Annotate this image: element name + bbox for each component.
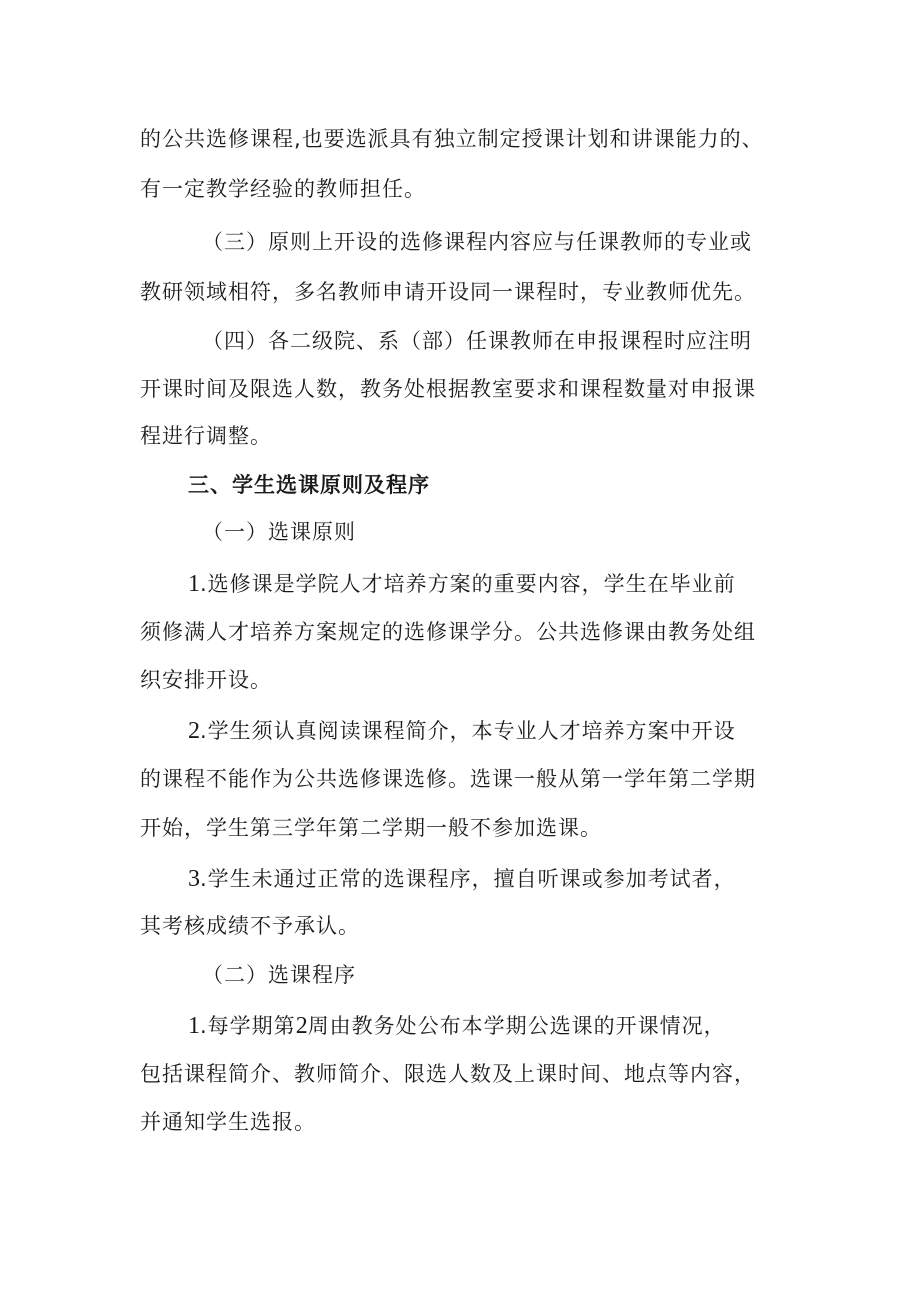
paragraph-line	[188, 716, 736, 746]
paragraph-line: 织安排开设。	[140, 668, 272, 692]
paragraph-line: 开始，学生第三学年第二学期一般不参加选课。	[140, 816, 602, 840]
item-number: 2	[188, 718, 200, 744]
paragraph-line	[188, 864, 736, 894]
paragraph-line: 程进行调整。	[140, 424, 272, 448]
subsection-heading: （二）选课程序	[202, 963, 356, 987]
item-number: 1	[188, 571, 200, 597]
section-heading: 三、学生选课原则及程序	[188, 473, 430, 497]
paragraph-line: （三）原则上开设的选修课程内容应与任课教师的专业或	[202, 230, 752, 254]
item-number: 3	[188, 866, 200, 892]
item-text: .选修课是学院人才培养方案的重要内容，学生在毕业前	[200, 572, 736, 596]
paragraph-line: 的公共选修课程,也要选派具有独立制定授课计划和讲课能力的、	[140, 127, 764, 151]
paragraph-line: 教研领域相符，多名教师申请开设同一课程时，专业教师优先。	[140, 280, 756, 304]
paragraph-line: 开课时间及限选人数，教务处根据教室要求和课程数量对申报课	[140, 377, 756, 401]
paragraph-line: 的课程不能作为公共选修课选修。选课一般从第一学年第二学期	[140, 767, 756, 791]
paragraph-line: 其考核成绩不予承认。	[140, 914, 360, 938]
item-text: .学生未通过正常的选课程序，擅自听课或参加考试者，	[200, 867, 736, 891]
item-text: 周由教务处公布本学期公选课的开课情况，	[307, 1014, 726, 1038]
week-number: 2	[295, 1013, 308, 1039]
paragraph-line: 并通知学生选报。	[140, 1110, 316, 1134]
subsection-heading: （一）选课原则	[202, 520, 356, 544]
paragraph-line: 有一定教学经验的教师担任。	[140, 177, 426, 201]
paragraph-line: （四）各二级院、系（部）任课教师在申报课程时应注明	[202, 329, 752, 353]
paragraph-line: 须修满人才培养方案规定的选修课学分。公共选修课由教务处组	[140, 620, 756, 644]
paragraph-line	[188, 569, 736, 599]
paragraph-line	[188, 1011, 726, 1041]
item-text: .学生须认真阅读课程简介，本专业人才培养方案中开设	[200, 719, 736, 743]
item-number: 1	[188, 1013, 200, 1039]
paragraph-line: 包括课程简介、教师简介、限选人数及上课时间、地点等内容，	[140, 1062, 756, 1086]
item-text: .每学期第	[200, 1014, 296, 1038]
